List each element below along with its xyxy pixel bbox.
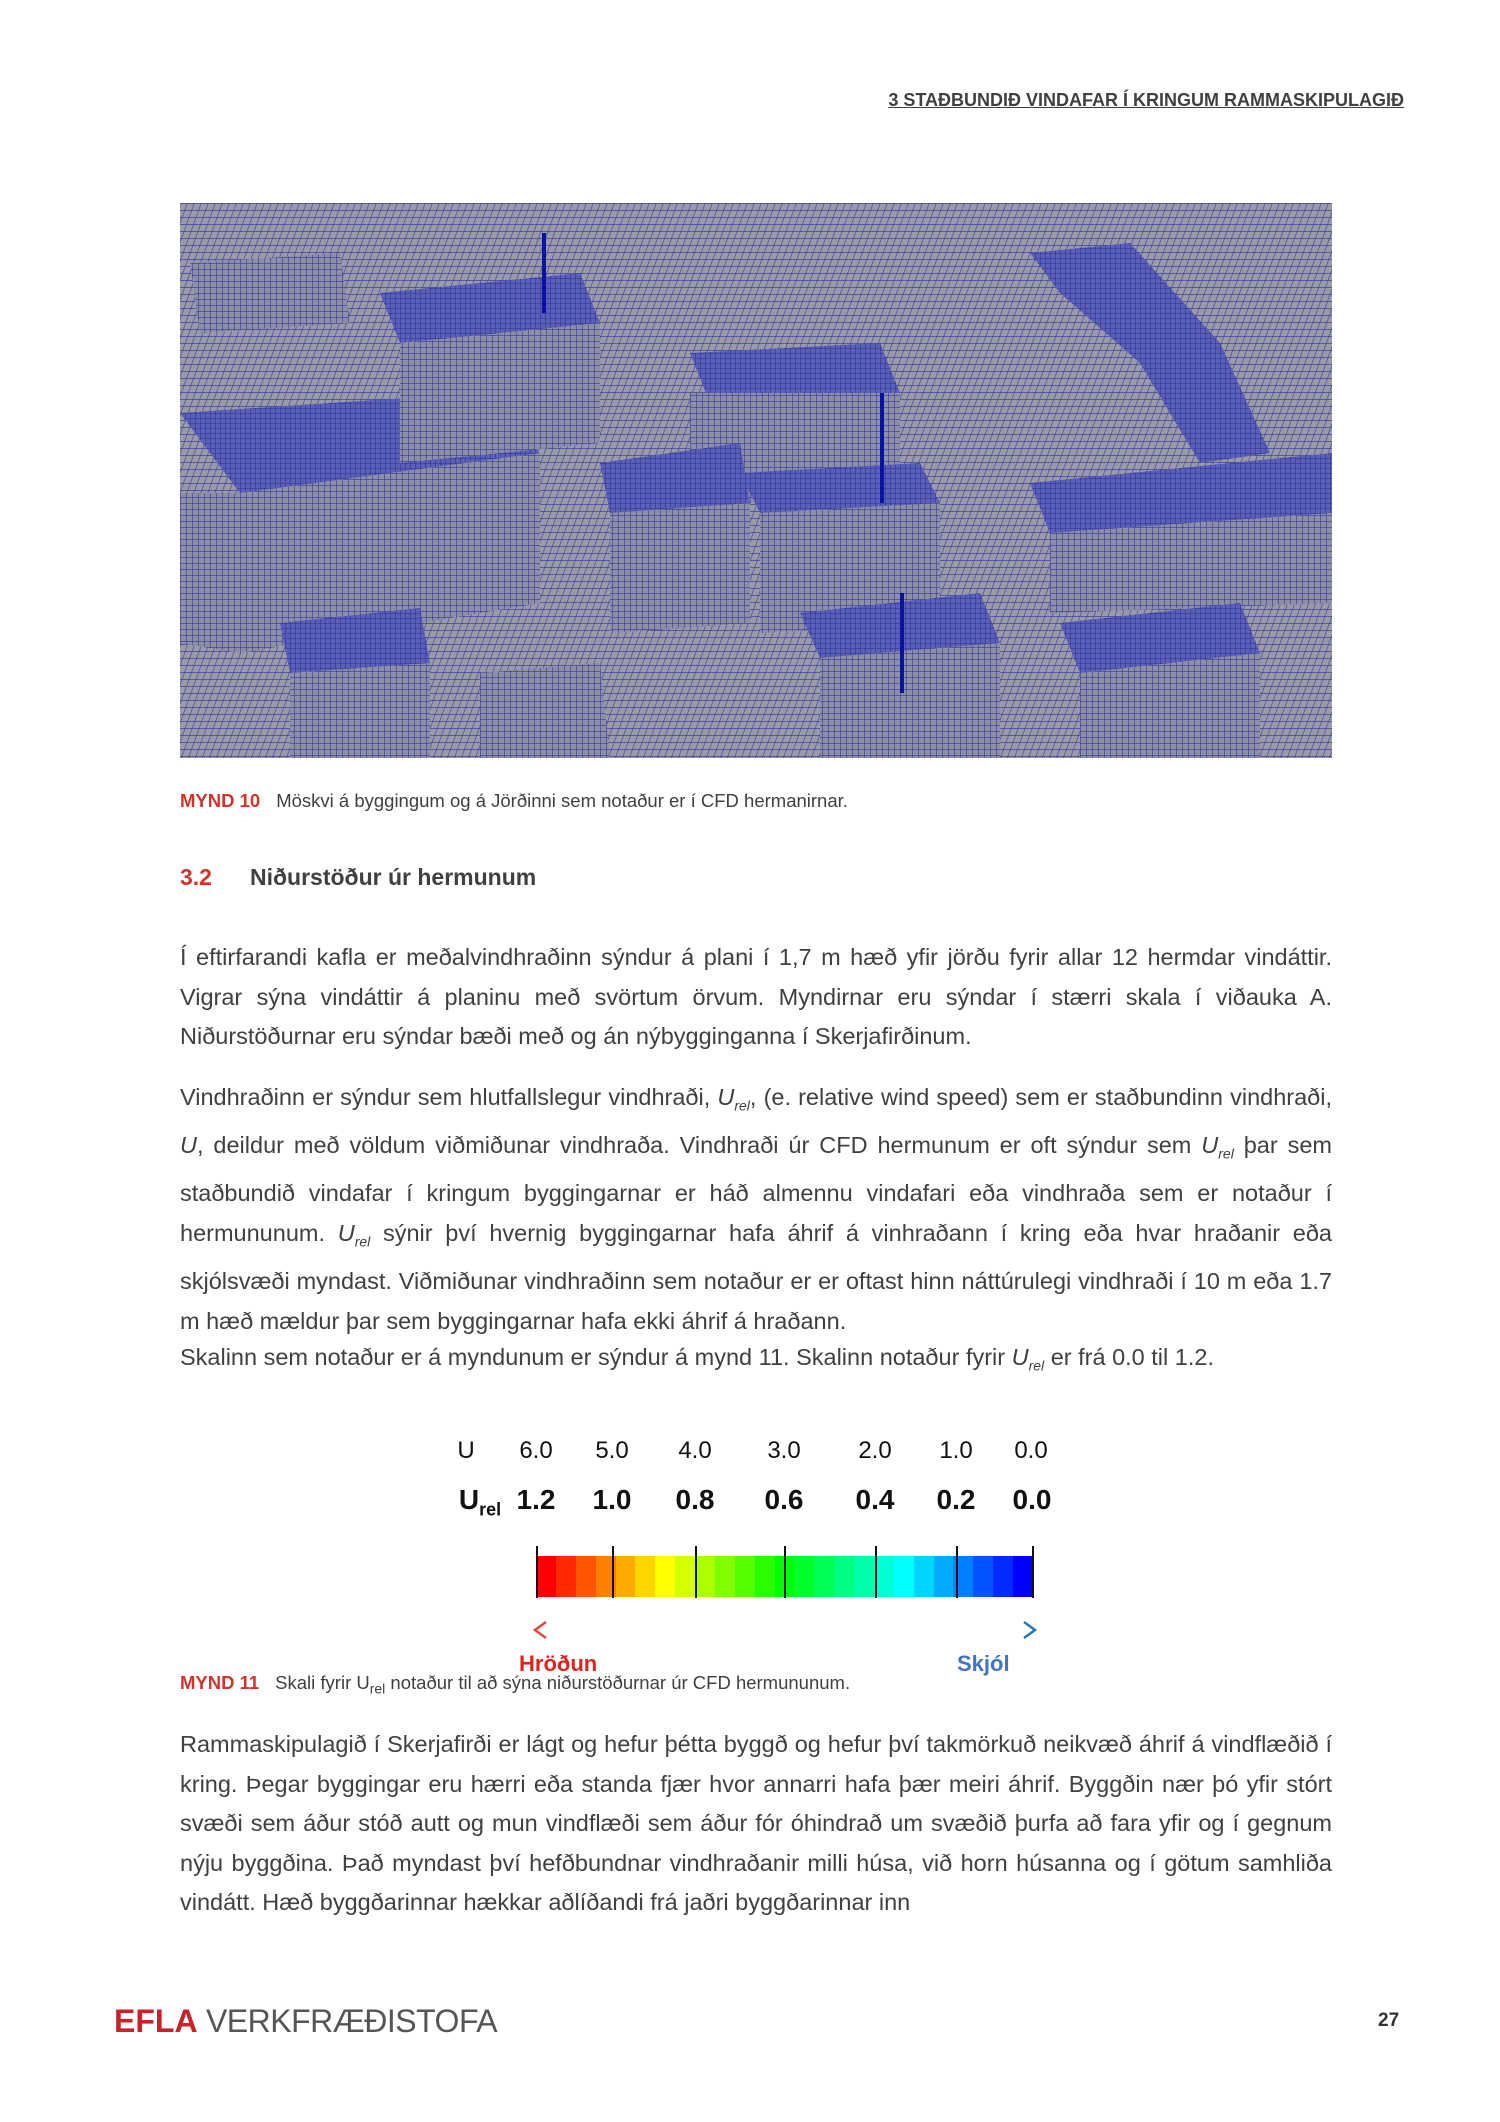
text: , (e. relative wind speed) sem er staðbundinn vindhraði, bbox=[749, 1084, 1332, 1110]
tick bbox=[875, 1546, 877, 1598]
urel-symbol: $U_{rel}$ bbox=[1011, 1344, 1045, 1374]
tick bbox=[1032, 1546, 1034, 1598]
color-bar-segment bbox=[1013, 1556, 1033, 1597]
shelter-label: Skjól bbox=[957, 1651, 1010, 1676]
section-number: 3.2 bbox=[180, 864, 212, 890]
color-bar-segment bbox=[635, 1556, 655, 1597]
paragraph-4: Rammaskipulagið í Skerjafirði er lágt og hefur þétta byggð og hefur því takmörkuð neikvæð áhrif á vindflæðið í kring. Þegar byggingar eru hærri eða standa fjær hvor annarri hafa þær meiri áhrif. Byggðin nær þó yfir stórt svæði sem áður stóð autt og mun vindflæði sem áður fór óhindrað um svæðið þurfa að fara yfir og í gegnum nýju byggðina. Það myndast því hefðbundnar vindhraðanir milli húsa, við horn húsanna og í götum samhliða vindátt. Hæð byggðarinnar hækkar aðlíðandi frá jaðri byggðarinnar inn bbox=[180, 1731, 1332, 1915]
color-bar-segment bbox=[675, 1556, 695, 1597]
u-value: 4.0 bbox=[678, 1437, 712, 1464]
text: Skalinn sem notaður er á myndunum er sýndur á mynd 11. Skalinn notaður fyrir bbox=[180, 1344, 1012, 1370]
color-bar-segment bbox=[735, 1556, 755, 1597]
color-bar-segment bbox=[973, 1556, 993, 1597]
color-bar-segment bbox=[914, 1556, 934, 1597]
color-bar-segment bbox=[834, 1556, 854, 1597]
caption-number: MYND 10 bbox=[180, 790, 261, 811]
section-title: Niðurstöður úr hermunum bbox=[249, 864, 537, 890]
u-value: 3.0 bbox=[767, 1437, 801, 1464]
urel-value: 0.6 bbox=[764, 1484, 804, 1515]
paragraph-1: Í eftirfarandi kafla er meðalvindhraðinn sýndur á plani í 1,7 m hæð yfir jörðu fyrir allar 12 hermdar vindáttir. Vigrar sýna vindáttir á planinu með svörtum örvum. Myndirnar eru sýndar í stærri skala í viðauka A. Niðurstöðurnar eru sýndar bæði með og án nýbygginganna í Skerjafirðinum. bbox=[180, 944, 1332, 1049]
page-number: 27 bbox=[1378, 2010, 1400, 2031]
color-bar-segment bbox=[894, 1556, 914, 1597]
caption-text: Skali fyrir U bbox=[275, 1672, 370, 1693]
color-bar-segment bbox=[536, 1556, 556, 1597]
section-heading bbox=[180, 864, 536, 891]
efla-logo: EFLA VERKFRÆÐISTOFA bbox=[114, 2003, 498, 2039]
u-value: 1.0 bbox=[939, 1437, 973, 1464]
running-header: 3 STAÐBUNDIÐ VINDAFAR Í KRINGUM RAMMASKIPULAGIÐ bbox=[888, 90, 1404, 110]
color-bar-segment bbox=[616, 1556, 636, 1597]
caption-sub: rel bbox=[369, 1680, 386, 1697]
u-value: 2.0 bbox=[858, 1437, 892, 1464]
figure-11-caption bbox=[180, 1672, 850, 1697]
color-bar-segment bbox=[556, 1556, 576, 1597]
paragraph-3 bbox=[180, 1338, 1332, 1386]
color-bar-segment bbox=[655, 1556, 675, 1597]
acceleration-label: Hröðun bbox=[519, 1651, 598, 1676]
tick bbox=[956, 1546, 958, 1598]
text: Vindhraðinn er sýndur sem hlutfallslegur vindhraði, bbox=[180, 1084, 718, 1110]
color-bar-segment bbox=[715, 1556, 735, 1597]
caption-number: MYND 11 bbox=[180, 1672, 260, 1693]
text: sýnir því hvernig byggingarnar hafa áhrif á vinhraðann í kring eða hvar hraðanir eða skjólsvæði myndast. Viðmiðunar vindhraðinn sem notaður er er oftast hinn náttúrulegi vindhraði í 10 m eða 1.7 m hæð mældur þar sem byggingarnar hafa ekki áhrif á hraðann. bbox=[180, 1219, 1332, 1334]
tick bbox=[536, 1546, 538, 1598]
color-bar-segment bbox=[695, 1556, 715, 1597]
cfd-mesh-image bbox=[180, 203, 1332, 758]
double-arrow-icon bbox=[530, 1618, 1040, 1642]
color-bar-segment bbox=[854, 1556, 874, 1597]
urel-value: 0.8 bbox=[675, 1484, 715, 1515]
u-value: 5.0 bbox=[595, 1437, 629, 1464]
urel-value: 1.0 bbox=[592, 1484, 632, 1515]
color-bar-segment bbox=[814, 1556, 834, 1597]
urel-value: 0.2 bbox=[936, 1484, 976, 1515]
u-symbol: U bbox=[180, 1132, 197, 1159]
color-bar-segment bbox=[993, 1556, 1013, 1597]
u-value: 0.0 bbox=[1014, 1437, 1048, 1464]
text: þar sem staðbundið vindafar í kringum byggingarnar er háð almennu vindafari eða vindhraða sem er notaður í hermununum. bbox=[180, 1132, 1332, 1246]
urel-value: 0.4 bbox=[855, 1484, 895, 1515]
paragraph-2 bbox=[180, 1078, 1332, 1341]
tick bbox=[695, 1546, 697, 1598]
tick bbox=[784, 1546, 786, 1598]
figure-10-caption bbox=[180, 790, 848, 812]
color-bar-segment bbox=[794, 1556, 814, 1597]
urel-symbol: $U_{rel}$ bbox=[337, 1219, 371, 1250]
text: er frá 0.0 til 1.2. bbox=[1044, 1344, 1214, 1370]
urel-row-label: $U_{rel}$ bbox=[458, 1484, 502, 1520]
urel-symbol: $U_{rel}$ bbox=[717, 1084, 750, 1114]
urel-value: 1.2 bbox=[516, 1484, 556, 1515]
caption-text: notaður til að sýna niðurstöðurnar úr CFD hermununum. bbox=[385, 1672, 851, 1693]
color-bar-segment bbox=[934, 1556, 954, 1597]
color-bar-segment bbox=[755, 1556, 775, 1597]
color-bar-segment bbox=[576, 1556, 596, 1597]
caption-text: Möskvi á byggingum og á Jörðinni sem notaður er í CFD hermanirnar. bbox=[276, 790, 848, 811]
urel-symbol: $U_{rel}$ bbox=[1201, 1132, 1234, 1162]
urel-value: 0.0 bbox=[1012, 1484, 1052, 1515]
tick bbox=[612, 1546, 614, 1598]
u-value: 6.0 bbox=[519, 1437, 553, 1464]
text: , deildur með völdum viðmiðunar vindhraða. Vindhraði úr CFD hermunum er oft sýndur sem bbox=[196, 1132, 1202, 1159]
u-row-label: U bbox=[457, 1437, 475, 1464]
